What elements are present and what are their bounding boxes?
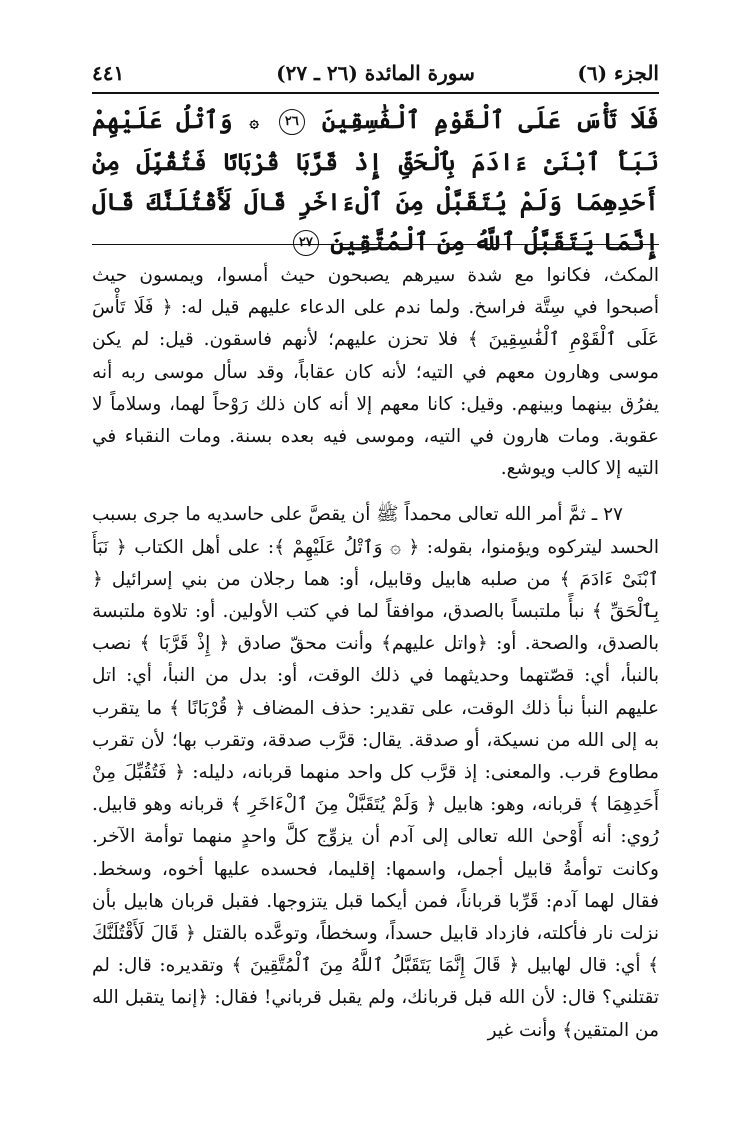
surah-title: سورة المائدة (٢٦ ـ ٢٧) <box>276 61 475 85</box>
verse-26-number: ٢٦ <box>279 109 305 135</box>
page-number: ٤٤١ <box>92 61 125 85</box>
verse-27-number: ٢٧ <box>293 230 319 256</box>
commentary-paragraph-1: المكث، فكانوا مع شدة سيرهم يصبحون حيث أمسوا، ويمسون حيث أصبحوا في سِتَّة فراسخ. ولما ندم على الدعاء عليهم قيل له: ﴿ فَلَا تَأْسَ عَلَى ٱلْقَوْمِ ٱلْفَٰسِقِينَ ﴾ فلا تحزن عليهم؛ لأنهم فاسقون. قيل: لم يكن موسى وهارون معهم في التيه؛ لأنه كان عقاباً، وقد سأل موسى ربه أنه يفرُق بينهما وبينهم. وقيل: كانا معهم إلا أنه كان ذلك رَوْحاً لهما، وسلاماً لا عقوبة. ومات هارون في التيه، وموسى فيه بعده بسنة. ومات النقباء في التيه إلا كالب ويوشع. <box>92 265 659 480</box>
verses-divider <box>92 244 659 245</box>
running-header <box>92 58 659 88</box>
commentary-paragraph-2: ٢٧ ـ ثمَّ أمر الله تعالى محمداً ﷺ أن يقصَّ على حاسديه ما جرى بسبب الحسد ليتركوه ويؤمنوا، بقوله: ﴿ ۞ وَٱتْلُ عَلَيْهِمْ ﴾: على أهل الكتاب ﴿ نَبَأَ ٱبْنَىْ ءَادَمَ ﴾ من صلبه هابيل وقابيل، أو: هما رجلان من بني إسرائيل ﴿ بِٱلْحَقِّ ﴾ نبأً ملتبساً بالصدق، موافقاً لما في كتب الأولين. أو: تلاوة ملتبسة بالصدق، والصحة. أو: ﴿واتل عليهم﴾ وأنت محقّ صادق ﴿ إِذْ قَرَّبَا ﴾ نصب بالنبأ، أي: قصّتهما وحديثهما في ذلك الوقت، أو: بدل من النبأ، أي: اتل عليهم النبأ نبأ ذلك الوقت، على تقدير: حذف المضاف ﴿ قُرْبَانًا ﴾ ما يتقرب به إلى الله من نسيكة، أو صدقة. يقال: قرَّب صدقة، وتقرب بها؛ لأن تقرب مطاوع قرب. والمعنى: إذ قرَّب كل واحد منهما قربانه، دليله: ﴿ فَتُقُبِّلَ مِنْ أَحَدِهِمَا ﴾ قربانه، وهو: هابيل ﴿ وَلَمْ يُتَقَبَّلْ مِنَ ٱلْءَاخَرِ ﴾ قربانه وهو قابيل. رُوي: أنه أَوْحىٰ الله تعالى إلى آدم أن يزوِّج كلَّ واحدٍ منهما توأمة الآخر. وكانت توأمةُ قابيل أجمل، واسمها: إقليما، فحسده عليها أخوه، وسخط. فقال لهما آدم: قَرِّبا قرباناً، فمن أيكما قبل يتزوجها. فقبل قربان هابيل بأن نزلت نار فأكلته، فازداد قابيل حسداً، وسخطاً، وتوعَّده بالقتل ﴿ قَالَ لَأَقْتُلَنَّكَ ﴾ أي: قال لهابيل ﴿ قَالَ إِنَّمَا يَتَقَبَّلُ ٱللَّهُ مِنَ ٱلْمُتَّقِينَ ﴾ وتقديره: قال: لم تقتلني؟ قال: لأن الله قبل قربانك، ولم يقبل قرباني! فقال: ﴿إنما يتقبل الله من المتقين﴾ وأنت غير <box>92 504 659 1041</box>
verse-27-text: وَٱتْلُ عَلَيْهِمْ نَبَأَ ٱبْنَىْ ءَادَمَ بِٱلْحَقِّ إِذْ قَرَّبَا قُرْبَانًا فَتُقُبِّلَ مِنْ أَحَدِهِمَا وَلَمْ يُتَقَبَّلْ مِنَ ٱلْءَاخَرِ قَالَ لَأَقْتُلَنَّكَ قَالَ إِنَّمَا يَتَقَبَّلُ ٱللَّهُ مِنَ ٱلْمُتَّقِينَ <box>92 105 659 256</box>
header-divider <box>92 92 659 94</box>
quran-verses <box>92 100 659 262</box>
commentary <box>92 260 659 1047</box>
hizb-star-icon: ۞ <box>249 111 259 131</box>
juz-label: الجزء (٦) <box>577 61 659 85</box>
verse-26-text: فَلَا تَأْسَ عَلَى ٱلْقَوْمِ ٱلْفَٰسِقِينَ <box>321 105 660 134</box>
